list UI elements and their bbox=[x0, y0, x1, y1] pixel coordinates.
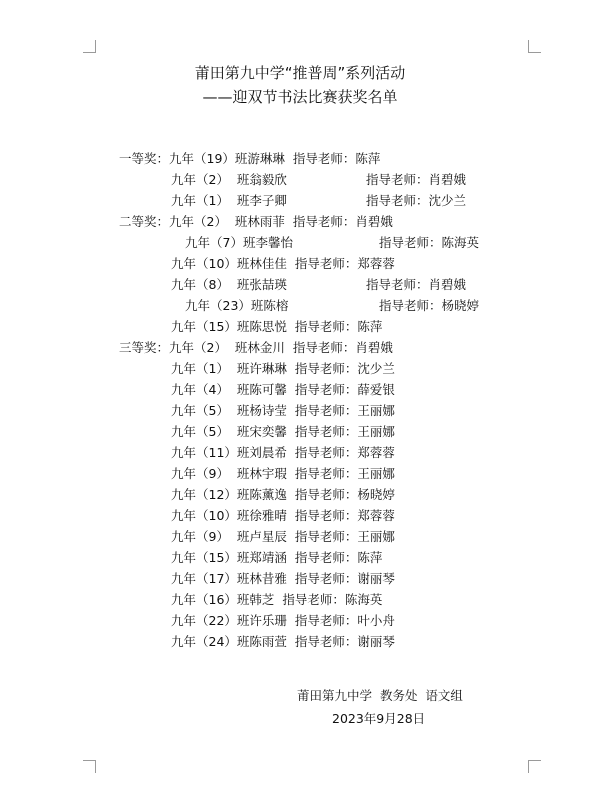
winner-line: 九年（10）班徐雅晴 指导老师：郑蓉蓉 bbox=[171, 508, 395, 523]
winner-line: 指导老师：肖碧娥 bbox=[366, 277, 467, 292]
winner-line: 九年（2） 班翁毅欣 bbox=[171, 172, 287, 187]
page-corner-mark-top-left bbox=[83, 40, 96, 53]
winner-line: 九年（12）班陈薰逸 指导老师：杨晓婷 bbox=[171, 487, 395, 502]
winner-line: 九年（7）班李馨怡 bbox=[185, 235, 293, 250]
winner-line: 九年（11）班刘晨希 指导老师：郑蓉蓉 bbox=[171, 445, 395, 460]
winner-line: 九年（5） 班宋奕馨 指导老师：王丽娜 bbox=[171, 424, 395, 439]
footer-organization: 莆田第九中学 教务处 语文组 bbox=[297, 688, 463, 703]
footer-date: 2023年9月28日 bbox=[332, 711, 426, 726]
winner-line: 九年（5） 班杨诗莹 指导老师：王丽娜 bbox=[171, 403, 395, 418]
winner-line: 九年（1） 班李子卿 bbox=[171, 193, 287, 208]
winner-line: 九年（17）班林昔雅 指导老师：谢丽琴 bbox=[171, 571, 395, 586]
winner-line: 指导老师：陈海英 bbox=[379, 235, 480, 250]
winner-line: 二等奖：九年（2） 班林雨菲 指导老师：肖碧娥 bbox=[119, 214, 393, 229]
winner-line: 九年（1） 班许琳琳 指导老师：沈少兰 bbox=[171, 361, 395, 376]
winner-line: 三等奖：九年（2） 班林金川 指导老师：肖碧娥 bbox=[119, 340, 393, 355]
winner-line: 指导老师：肖碧娥 bbox=[366, 172, 467, 187]
winner-line: 九年（8） 班张喆瑛 bbox=[171, 277, 287, 292]
winner-line: 指导老师：杨晓婷 bbox=[379, 298, 480, 313]
document-title: 莆田第九中学“推普周”系列活动 bbox=[194, 64, 406, 82]
winner-line: 九年（4） 班陈可馨 指导老师：薛爱银 bbox=[171, 382, 395, 397]
winner-line: 九年（24）班陈雨萱 指导老师：谢丽琴 bbox=[171, 634, 395, 649]
winner-line: 九年（9） 班卢星辰 指导老师：王丽娜 bbox=[171, 529, 395, 544]
winner-line: 一等奖：九年（19）班游琳琳 指导老师：陈萍 bbox=[119, 151, 381, 166]
page-corner-mark-bottom-left bbox=[83, 760, 96, 773]
winner-line: 九年（15）班郑靖涵 指导老师：陈萍 bbox=[171, 550, 383, 565]
winner-line: 九年（9） 班林宇瑕 指导老师：王丽娜 bbox=[171, 466, 395, 481]
winner-line: 九年（15）班陈思悦 指导老师：陈萍 bbox=[171, 319, 383, 334]
winner-line: 九年（22）班许乐珊 指导老师：叶小舟 bbox=[171, 613, 395, 628]
winner-line: 九年（16）班韩芝 指导老师：陈海英 bbox=[171, 592, 383, 607]
winner-line: 九年（10）班林佳佳 指导老师：郑蓉蓉 bbox=[171, 256, 395, 271]
document-subtitle: ——迎双节书法比赛获奖名单 bbox=[202, 88, 398, 106]
page-corner-mark-top-right bbox=[528, 40, 541, 53]
winner-line: 指导老师：沈少兰 bbox=[366, 193, 467, 208]
page-corner-mark-bottom-right bbox=[528, 760, 541, 773]
winner-line: 九年（23）班陈榕 bbox=[185, 298, 289, 313]
